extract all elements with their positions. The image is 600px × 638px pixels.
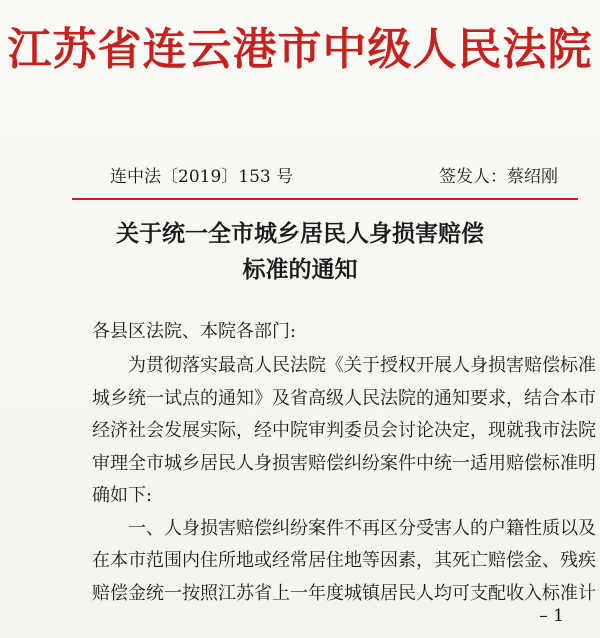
title-line-1: 关于统一全市城乡居民人身损害赔偿	[116, 220, 484, 247]
document-number: 连中法〔2019〕153 号	[110, 167, 294, 187]
red-divider-line	[72, 198, 578, 200]
salutation: 各县区法院、本院各部门:	[92, 321, 297, 342]
body-line: 确如下:	[92, 485, 153, 506]
page-number: – 1	[539, 606, 564, 626]
body-line: 审理全市城乡居民人身损害赔偿纠纷案件中统一适用赔偿标准明	[92, 452, 596, 474]
title-line-2: 标准的通知	[242, 256, 358, 283]
body-line: 为贯彻落实最高人民法院《关于授权开展人身损害赔偿标准	[128, 355, 596, 376]
signer: 签发人：蔡绍刚	[439, 167, 558, 187]
notice-title	[0, 216, 600, 288]
body-line: 经济社会发展实际，经中院审判委员会讨论决定，现就我市法院	[92, 420, 596, 441]
court-name-header: 江苏省连云港市中级人民法院	[7, 24, 593, 75]
body-line: 城乡统一试点的通知》及省高级人民法院的通知要求，结合本市	[92, 387, 596, 409]
body-line: 一、人身损害赔偿纠纷案件不再区分受害人的户籍性质以及	[128, 517, 596, 539]
body-line: 在本市范围内住所地或经常居住地等因素，其死亡赔偿金、残疾	[92, 550, 596, 571]
body-text	[92, 350, 596, 610]
document-meta-row	[110, 163, 558, 191]
body-line: 赔偿金统一按照江苏省上一年度城镇居民人均可支配收入标准计	[92, 582, 596, 604]
